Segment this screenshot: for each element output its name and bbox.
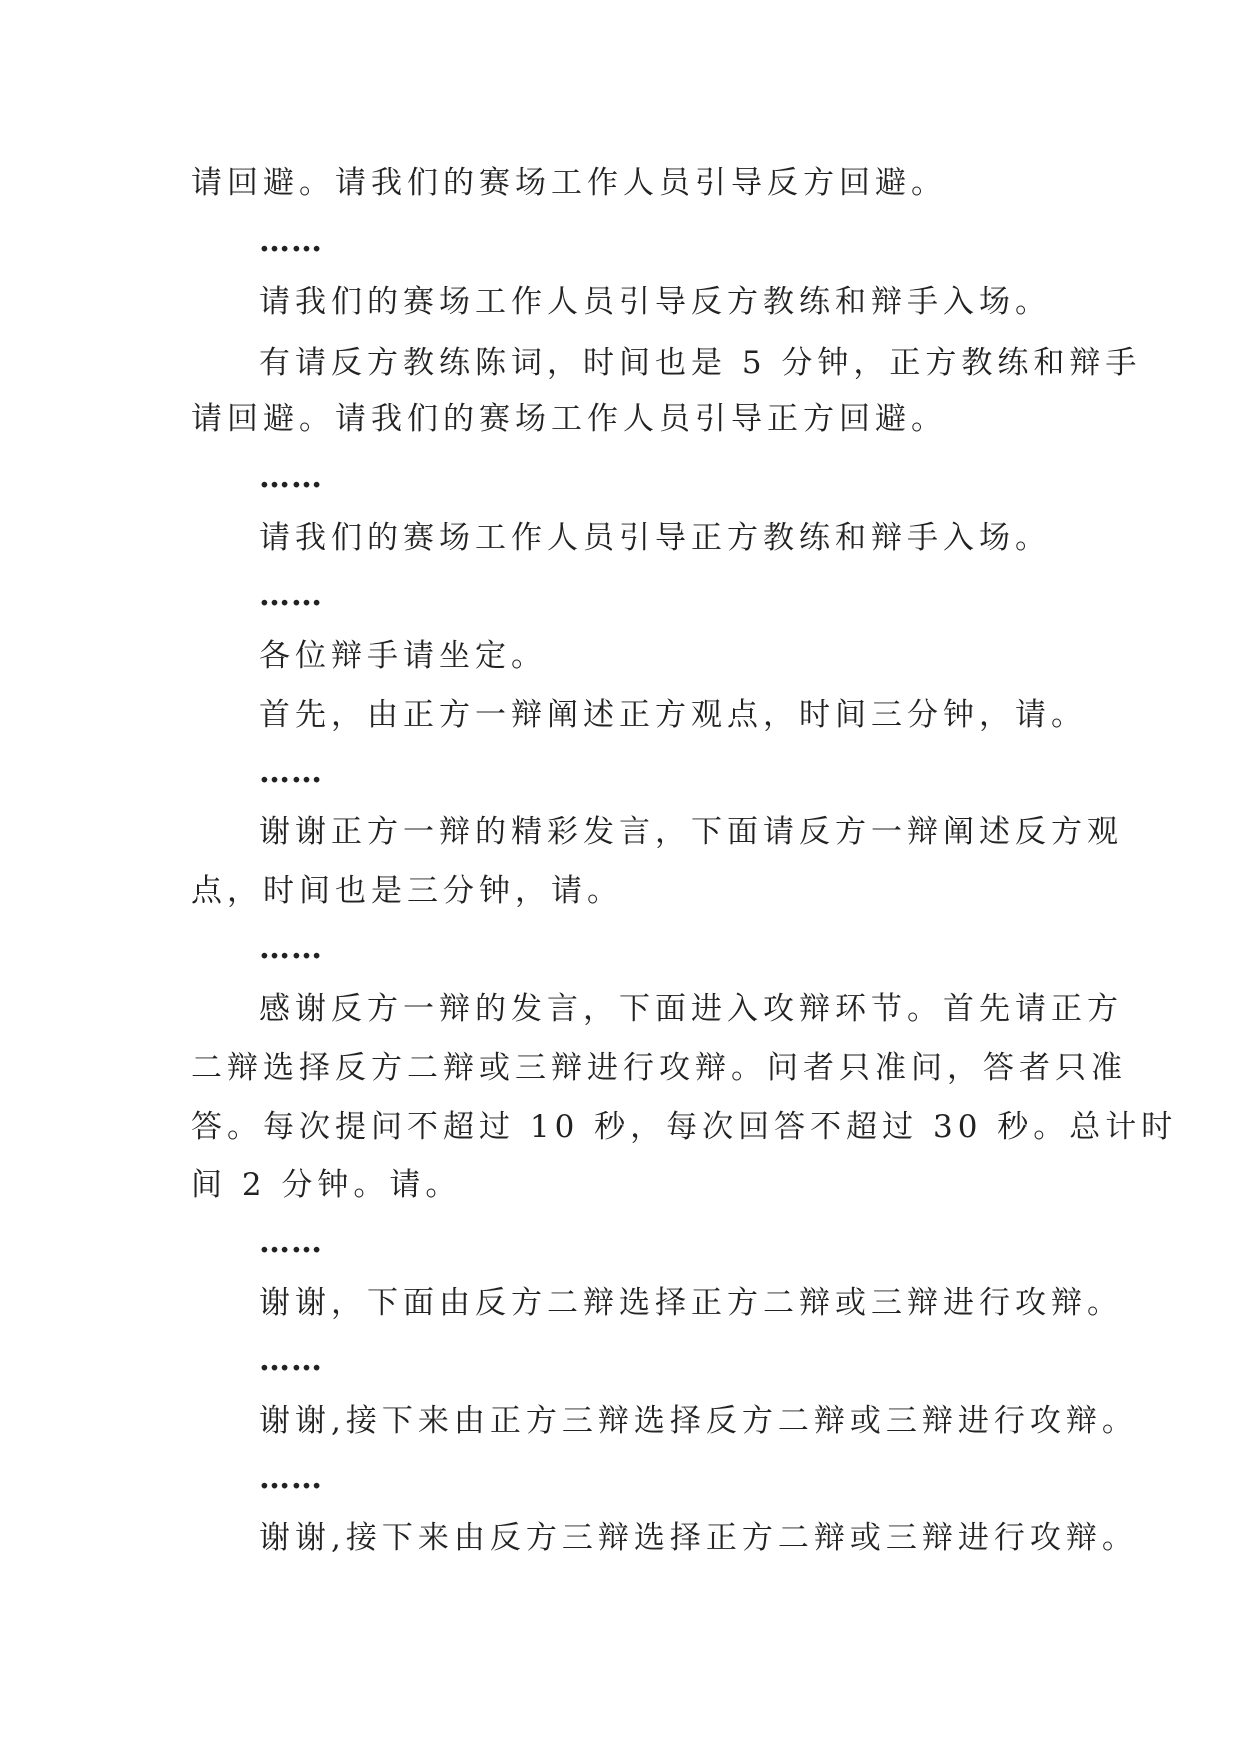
ellipsis-line: …… xyxy=(259,1224,323,1260)
text-line: 首先，由正方一辩阐述正方观点，时间三分钟，请。 xyxy=(259,697,1087,733)
text-line: 有请反方教练陈词，时间也是 5 分钟，正方教练和辩手 xyxy=(259,345,1142,381)
text-line: 二辩选择反方二辩或三辩进行攻辩。问者只准问，答者只准 xyxy=(191,1050,1127,1086)
text-line: 感谢反方一辩的发言，下面进入攻辩环节。首先请正方 xyxy=(259,991,1123,1027)
text-line: 各位辩手请坐定。 xyxy=(259,638,547,674)
ellipsis-line: …… xyxy=(259,754,323,790)
text-line: 谢谢,接下来由反方三辩选择正方二辩或三辩进行攻辩。 xyxy=(259,1520,1138,1556)
ellipsis-line: …… xyxy=(259,930,323,966)
ellipsis-line: …… xyxy=(259,459,323,495)
ellipsis-line: …… xyxy=(259,223,323,259)
text-line: 答。每次提问不超过 10 秒，每次回答不超过 30 秒。总计时 xyxy=(191,1109,1178,1145)
text-line: 谢谢正方一辩的精彩发言，下面请反方一辩阐述反方观 xyxy=(259,814,1123,850)
text-line: 谢谢,接下来由正方三辩选择反方二辩或三辩进行攻辩。 xyxy=(259,1403,1138,1439)
text-line: 点，时间也是三分钟，请。 xyxy=(191,873,623,909)
ellipsis-line: …… xyxy=(259,1460,323,1496)
ellipsis-line: …… xyxy=(259,577,323,613)
text-line: 间 2 分钟。请。 xyxy=(191,1167,462,1203)
text-line: 请我们的赛场工作人员引导反方教练和辩手入场。 xyxy=(259,284,1051,320)
text-line: 请回避。请我们的赛场工作人员引导正方回避。 xyxy=(191,401,947,437)
text-line: 请回避。请我们的赛场工作人员引导反方回避。 xyxy=(191,165,947,201)
text-line: 谢谢，下面由反方二辩选择正方二辩或三辩进行攻辩。 xyxy=(259,1285,1123,1321)
text-line: 请我们的赛场工作人员引导正方教练和辩手入场。 xyxy=(259,520,1051,556)
ellipsis-line: …… xyxy=(259,1342,323,1378)
